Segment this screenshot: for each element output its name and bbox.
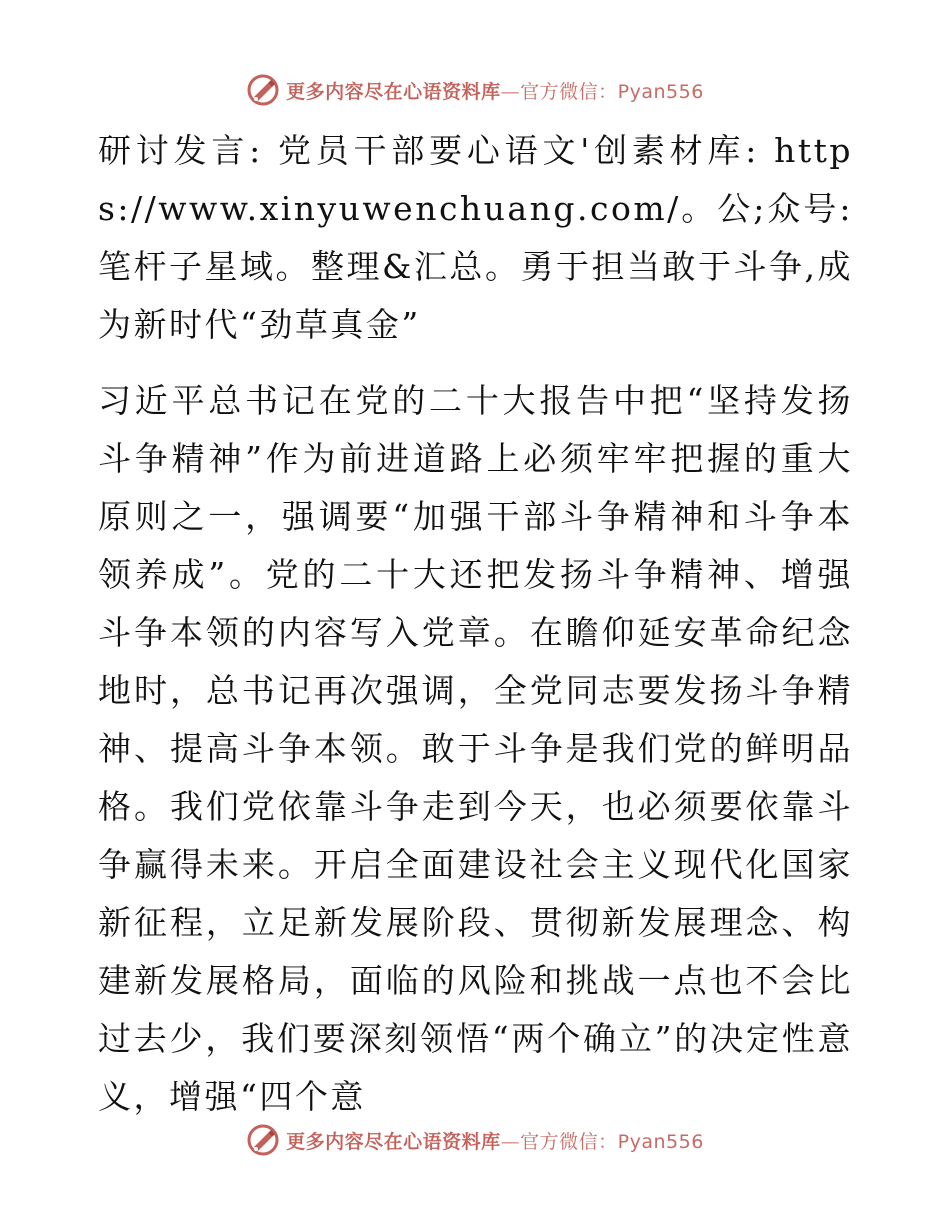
- footer-watermark-text: [286, 1127, 704, 1154]
- header-watermark-text: [286, 77, 704, 104]
- paragraph-title: 研讨发言: 党员干部要心语文'创素材库: https://www.xinyuwenchuang.com/。公;众号: 笔杆子星域。整理&汇总。勇于担当敢于斗争,成为新时代“劲草真金”: [98, 131, 853, 344]
- footer-watermark-banner: [0, 1120, 950, 1160]
- header-banner-sep: —: [500, 80, 521, 103]
- header-watermark-banner: [0, 70, 950, 110]
- pen-logo-icon: [246, 1123, 280, 1157]
- footer-banner-main: 更多内容尽在心语资料库: [286, 1130, 501, 1153]
- paragraph-body: 习近平总书记在党的二十大报告中把“坚持发扬斗争精神”作为前进道路上必须牢牢把握的重大原则之一，强调要“加强干部斗争精神和斗争本领养成”。党的二十大还把发扬斗争精神、增强斗争本领的内容写入党章。在瞻仰延安革命纪念地时，总书记再次强调，全党同志要发扬斗争精神、提高斗争本领。敢于斗争是我们党的鲜明品格。我们党依靠斗争走到今天，也必须要依靠斗争赢得未来。开启全面建设社会主义现代化国家新征程，立足新发展阶段、贯彻新发展理念、构建新发展格局，面临的风险和挑战一点也不会比过去少，我们要深刻领悟“两个确立”的决定性意义，增强“四个意: [98, 381, 853, 1116]
- document-body: [98, 122, 853, 1126]
- pen-logo-icon: [246, 73, 280, 107]
- footer-banner-wechat: 官方微信：Pyan556: [520, 1130, 704, 1153]
- footer-banner-sep: —: [500, 1130, 521, 1153]
- header-banner-wechat: 官方微信：Pyan556: [520, 80, 704, 103]
- header-banner-main: 更多内容尽在心语资料库: [286, 80, 501, 103]
